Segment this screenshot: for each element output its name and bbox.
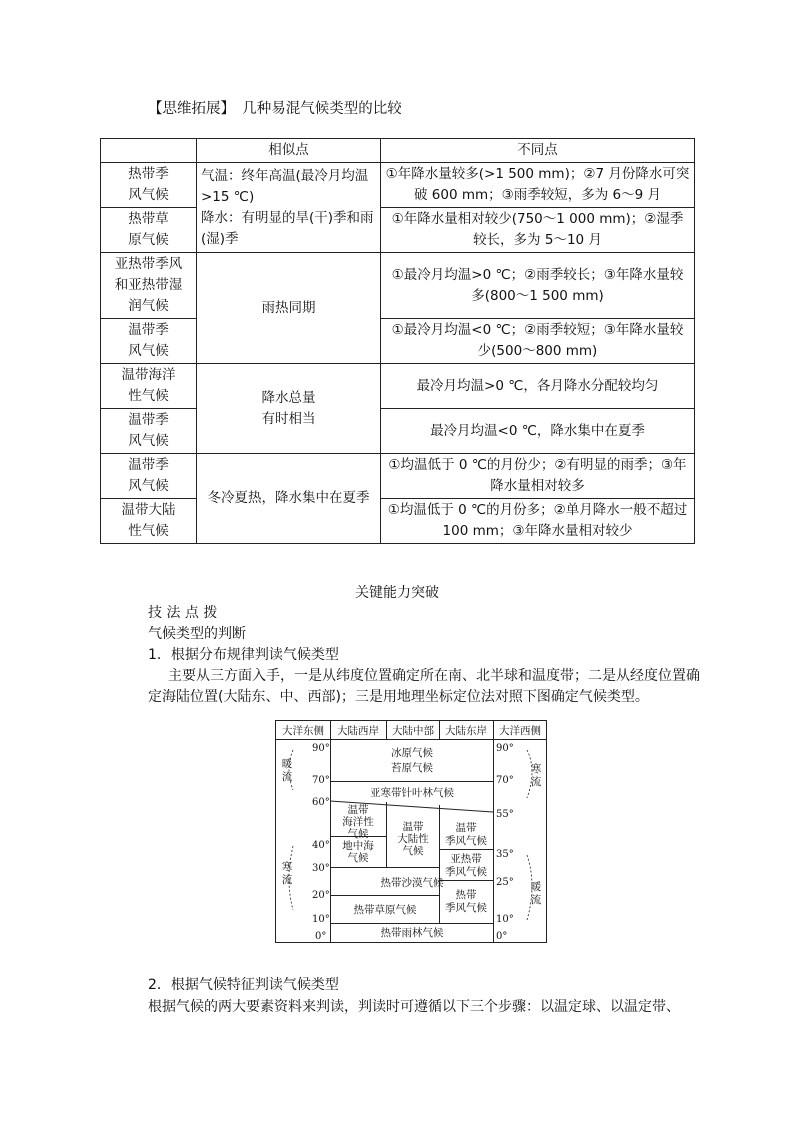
lat-label: 90° [496,743,514,754]
climate-type-cell: 热带季 风气候 [101,163,197,208]
climate-type-cell: 亚热带季风 和亚热带湿 润气候 [101,253,197,319]
header-cell: 不同点 [381,139,695,163]
lat-label: 10° [496,914,514,925]
lat-label: 0° [315,931,327,942]
zone-label: 地中海气候 [342,840,374,864]
zone-label: 冰原气候 [391,747,433,759]
warm-current-label: 暖流 [281,758,293,783]
zone-label: 热带季风气候 [445,889,487,914]
col-header: 大洋东侧 [282,725,324,737]
difference-cell: ①最冷月均温>0 ℃；②雨季较长；③年降水量较多(800～1 500 mm) [381,253,695,319]
header-cell [101,139,197,163]
lat-label: 60° [312,797,330,808]
difference-cell: ①均温低于 0 ℃的月份多；②单月降水一般不超过 100 mm；③年降水量相对较少 [381,499,695,544]
lat-label: 10° [312,914,330,925]
item-1-body: 主要从三方面入手，一是从纬度位置确定所在南、北半球和温度带；二是从经度位置确 [168,668,700,684]
item-2-title: 2．根据气候特征判读气候类型 [148,977,339,993]
climate-type-cell: 温带季 风气候 [101,319,197,364]
climate-type-cell: 温带季 风气候 [101,454,197,499]
table-row [101,319,695,364]
climate-comparison-table [100,138,695,544]
table-row [101,409,695,454]
difference-cell: ①年降水量较多(>1 500 mm)；②7 月份降水可突破 600 mm；③雨季较短，多为 6～9 月 [381,163,695,208]
table-row [101,499,695,544]
sub-title: 技 法 点 拨 [148,605,218,621]
col-header: 大陆中部 [392,725,434,737]
zone-label: 热带沙漠气候 [380,877,444,889]
lat-label: 90° [312,743,330,754]
warm-current-label: 暖流 [530,881,542,906]
climate-type-cell: 温带海洋 性气候 [101,364,197,409]
similarity-cell: 雨热同期 [197,253,381,364]
zone-label: 温带季风气候 [445,822,487,847]
zone-label: 温带大陆性气候 [397,821,429,857]
climate-type-cell: 热带草 原气候 [101,208,197,253]
similarity-cell: 降水总量 有时相当 [197,364,381,454]
climate-type-cell: 温带大陆 性气候 [101,499,197,544]
topic-title: 气候类型的判断 [148,626,246,642]
zone-label: 热带草原气候 [353,904,417,916]
difference-cell: ①年降水量相对较少(750～1 000 mm)；②湿季较长，多为 5～10 月 [381,208,695,253]
header-cell: 相似点 [197,139,381,163]
table-header-row [101,139,695,163]
difference-cell: ①均温低于 0 ℃的月份少；②有明显的雨季；③年降水量相对较多 [381,454,695,499]
climate-type-cell: 温带季 风气候 [101,409,197,454]
col-header: 大陆西岸 [337,725,379,737]
section-heading: 【思维拓展】 几种易混气候类型的比较 [148,101,402,117]
zone-label: 温带海洋性气候 [342,804,374,840]
zone-label: 亚热带季风气候 [445,853,487,878]
difference-cell: 最冷月均温>0 ℃，各月降水分配较均匀 [381,364,695,409]
table-row [101,364,695,409]
zone-label: 亚寒带针叶林气候 [370,787,454,799]
lat-label: 35° [496,849,514,860]
table-row [101,253,695,319]
difference-cell: ①最冷月均温<0 ℃；②雨季较短；③年降水量较少(500～800 mm) [381,319,695,364]
lat-label: 55° [496,809,514,820]
climate-distribution-figure [275,720,547,943]
table-row [101,454,695,499]
table-row [101,208,695,253]
item-1-body-cont: 定海陆位置(大陆东、中、西部)；三是用地理坐标定位法对照下图确定气候类型。 [148,689,649,705]
similarity-cell: 气温：终年高温(最冷月均温>15 ℃) 降水：有明显的旱(干)季和雨(湿)季 [197,163,381,253]
lat-label: 25° [496,877,514,888]
similarity-cell: 冬冷夏热，降水集中在夏季 [197,454,381,544]
zone-label: 苔原气候 [391,762,433,774]
lat-label: 70° [496,775,514,786]
difference-cell: 最冷月均温<0 ℃，降水集中在夏季 [381,409,695,454]
col-header: 大陆东岸 [445,725,487,737]
lat-label: 20° [312,890,330,901]
zone-label: 热带雨林气候 [380,927,444,939]
item-2-body: 根据气候的两大要素资料来判读，判读时可遵循以下三个步骤：以温定球、以温定带、 [148,999,680,1015]
cold-current-label: 寒流 [530,763,542,788]
lat-label: 0° [496,931,508,942]
lat-label: 40° [312,840,330,851]
lat-label: 30° [312,863,330,874]
item-1-title: 1．根据分布规律判读气候类型 [148,647,339,663]
cold-current-label: 寒流 [281,861,293,886]
lat-label: 70° [312,775,330,786]
col-header: 大洋西侧 [499,725,541,737]
table-row [101,163,695,208]
section-title: 关键能力突破 [355,585,439,601]
